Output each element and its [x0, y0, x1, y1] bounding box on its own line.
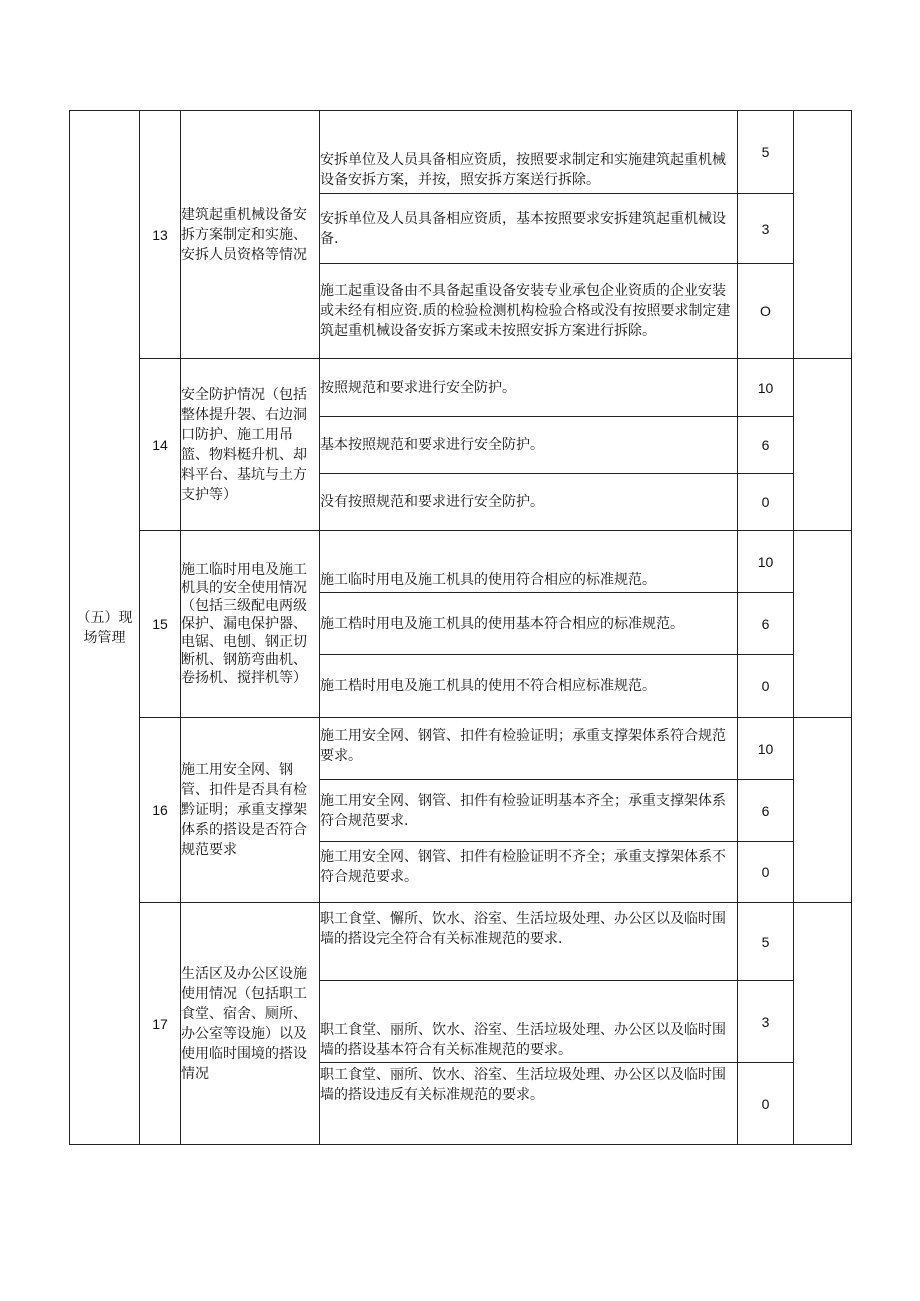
blank-cell: [794, 718, 852, 903]
item-number: 15: [140, 531, 181, 718]
score-value: 10: [738, 359, 794, 417]
item-number: 16: [140, 718, 181, 903]
criterion-text: 职工食堂、丽所、饮水、浴室、生活垃圾处理、办公区以及临时围墙的搭设基本符合有关标准规范的要求。: [320, 981, 738, 1063]
score-value: 6: [738, 593, 794, 655]
criterion-text: 职工食堂、懈所、饮水、浴室、生活垃圾处理、办公区以及临时围墙的搭设完全符合有关标准规范的要求.: [320, 903, 738, 981]
criterion-text: 施工梏时用电及施工机具的使用基本符合相应的标准规范。: [320, 593, 738, 655]
score-value: 5: [738, 903, 794, 981]
criterion-text: 基本按照规范和要求进行安全防护。: [320, 417, 738, 474]
score-value: 10: [738, 531, 794, 593]
score-value: 0: [738, 655, 794, 718]
score-value: 5: [738, 111, 794, 194]
score-value: 10: [738, 718, 794, 780]
criterion-text: 按照规范和要求进行安全防护。: [320, 359, 738, 417]
score-value: O: [738, 264, 794, 359]
category-cell: [70, 111, 140, 1145]
criterion-text: 安拆单位及人员具备相应资质，按照要求制定和实施建筑起重机械设备安拆方案，并按，照安拆方案送行拆除。: [320, 111, 738, 194]
item-description: 施工临时用电及施工机具的安全使用情况（包括三级配电两级保护、漏电保护器、电锯、电刨、钢正切断机、钢筋弯曲机、卷扬机、搅拌机等）: [181, 531, 320, 718]
item-description: 安全防护情况（包括整体提升袈、右边洞口防护、施工用吊篮、物料梃升机、却料平台、基坑与土方支护等）: [181, 359, 320, 531]
criterion-text: 施工梏时用电及施工机具的使用不符合相应标准规范。: [320, 655, 738, 718]
evaluation-table: [69, 110, 852, 1145]
item-description: 生活区及办公区设施使用情况（包括职工食堂、宿舍、厕所、办公室等设施）以及使用临时围境的搭设情况: [181, 903, 320, 1145]
blank-cell: [794, 903, 852, 1145]
criterion-text: 施工临时用电及施工机具的使用符合相应的标准规范。: [320, 531, 738, 593]
table-row: [70, 531, 852, 593]
item-number: 17: [140, 903, 181, 1145]
criterion-text: 职工食堂、丽所、饮水、浴室、生活垃圾处理、办公区以及临时围墙的搭设违反有关标准规范的要求。: [320, 1063, 738, 1145]
item-description: 建筑起重机械设备安拆方案制定和实施、安拆人员资格等情况: [181, 111, 320, 359]
score-value: 0: [738, 1063, 794, 1145]
item-number: 13: [140, 111, 181, 359]
criterion-text: 施工起重设备由不具备起重设备安装专业承包企业资质的企业安装或未经有相应资.质的检验检测机构检验合格或没有按照要求制定建筑起重机械设备安拆方案或未按照安拆方案进行拆除。: [320, 264, 738, 359]
blank-cell: [794, 111, 852, 359]
blank-cell: [794, 531, 852, 718]
table-row: [70, 111, 852, 194]
table-row: [70, 903, 852, 981]
score-value: 6: [738, 417, 794, 474]
criterion-text: 施工用安全网、钢管、扣件有检验证明基本齐全；承重支撑架体系符合规范要求.: [320, 780, 738, 842]
criterion-text: 没有按照规范和要求进行安全防护。: [320, 474, 738, 531]
criterion-text: 安拆单位及人员具备相应资质，基本按照要求安拆建筑起重机械设备.: [320, 194, 738, 264]
item-description: 施工用安全网、钢管、扣件是否具有检黔证明；承重支撑架体系的搭设是否符合规范要求: [181, 718, 320, 903]
item-number: 14: [140, 359, 181, 531]
blank-cell: [794, 359, 852, 531]
score-value: 0: [738, 842, 794, 903]
criterion-text: 施工用安全网、钢管、扣件有检脸证明不齐全；承重支撑架体系不符合规范要求。: [320, 842, 738, 903]
score-value: 0: [738, 474, 794, 531]
table-row: [70, 718, 852, 780]
criterion-text: 施工用安全网、钢管、扣件有检验证明；承重支撑架体系符合规范要求。: [320, 718, 738, 780]
score-value: 3: [738, 981, 794, 1063]
score-value: 6: [738, 780, 794, 842]
category-label: （五）现场管理: [76, 609, 133, 646]
score-value: 3: [738, 194, 794, 264]
table-row: [70, 359, 852, 417]
